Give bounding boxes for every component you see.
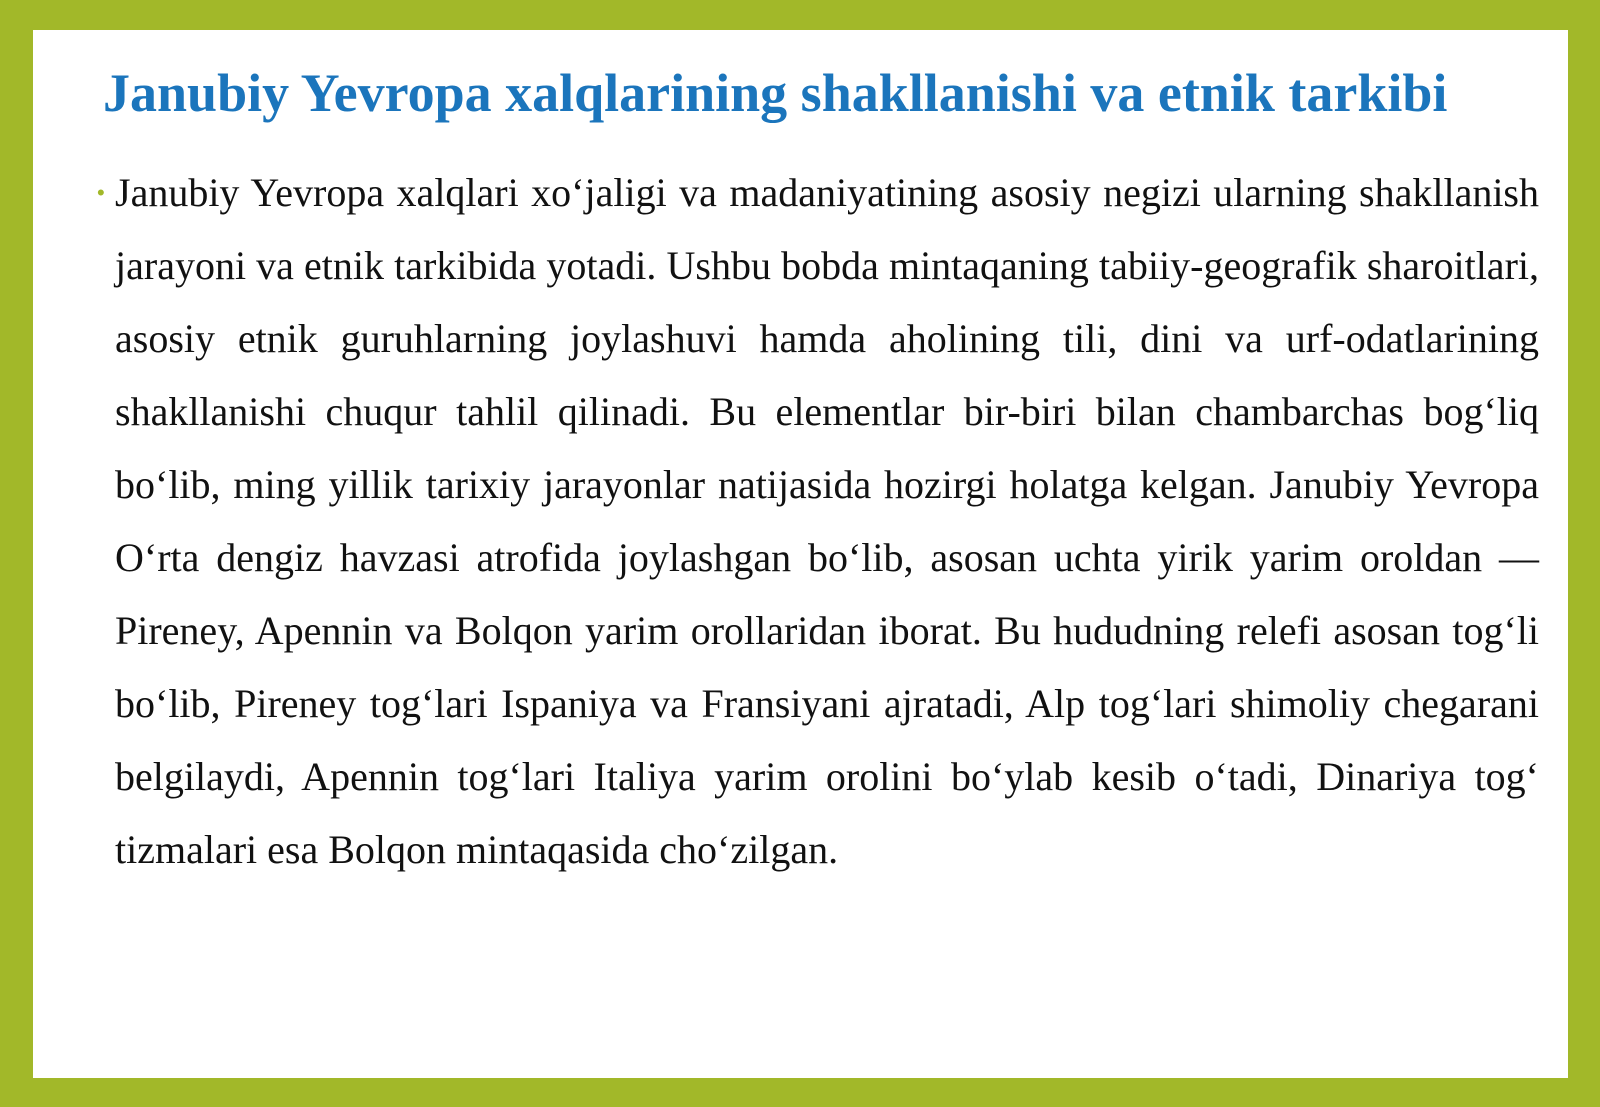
- slide-canvas: [33, 30, 1568, 1078]
- bullet-item: [97, 156, 1539, 886]
- slide-title: Janubiy Yevropa xalqlarining shakllanishi va etnik tarkibi: [103, 63, 1448, 123]
- bullet-paragraph: Janubiy Yevropa xalqlari xo‘jaligi va madaniyatining asosiy negizi ularning shakllanish jarayoni va etnik tarkibida yotadi. Ushbu bobda mintaqaning tabiiy-geografik sharoitlari, asosiy etnik guruhlarning joylashuvi hamda aholining tili, dini va urf-odatlarining shakllanishi chuqur tahlil qilinadi. Bu elementlar bir-biri bilan chambarchas bog‘liq bo‘lib, ming yillik tarixiy jarayonlar natijasida hozirgi holatga kelgan. Janubiy Yevropa O‘rta dengiz havzasi atrofida joylashgan bo‘lib, asosan uchta yirik yarim oroldan — Pireney, Apennin va Bolqon yarim orollaridan iborat. Bu hududning relefi asosan tog‘li bo‘lib, Pireney tog‘lari Ispaniya va Fransiyani ajratadi, Alp tog‘lari shimoliy chegarani belgilaydi, Apennin tog‘lari Italiya yarim orolini bo‘ylab kesib o‘tadi, Dinariya tog‘ tizmalari esa Bolqon mintaqasida cho‘zilgan.: [115, 170, 1539, 872]
- bullet-icon: •: [97, 180, 105, 205]
